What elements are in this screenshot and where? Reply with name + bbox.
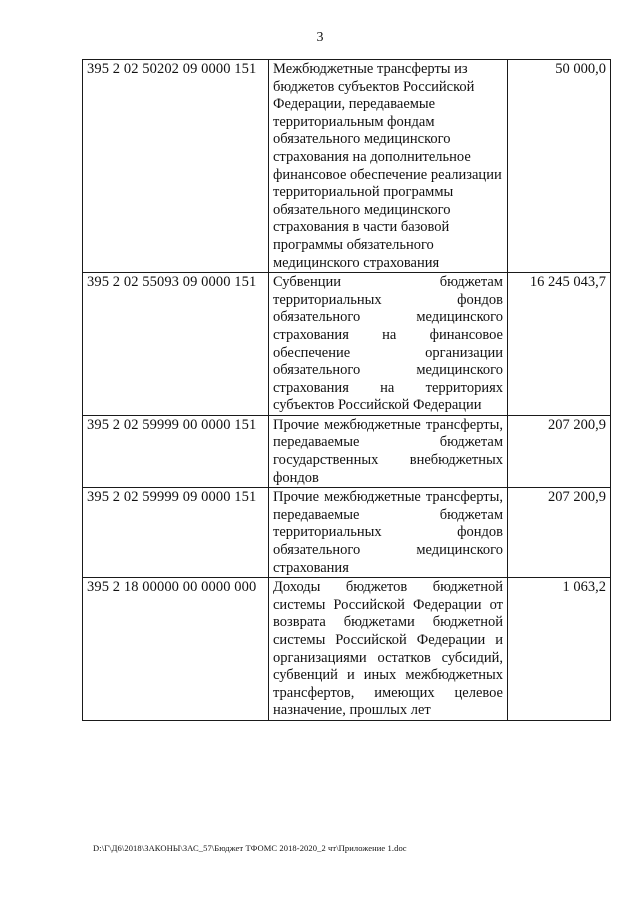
table-row — [83, 578, 611, 721]
amount-cell: 16 245 043,7 — [508, 273, 611, 416]
table-row — [83, 60, 611, 273]
page-number: 3 — [316, 30, 324, 45]
description-cell: Доходы бюджетов бюджетной системы Российской Федерации от возврата бюджетами бюджетной системы Российской Федерации и организациями остатков субсидий, субвенций и иных межбюджетных трансфертов, имеющих целевое назначение, прошлых лет — [269, 578, 508, 721]
document-file-path: D:\Г\Д6\2018\ЗАКОНЫ\ЗАС_57\Бюджет ТФОМС 2018-2020_2 чт\Приложение 1.doc — [93, 843, 407, 853]
amount-cell: 50 000,0 — [508, 60, 611, 273]
budget-code-cell: 395 2 02 59999 00 0000 151 — [83, 415, 269, 487]
budget-code-cell: 395 2 02 55093 09 0000 151 — [83, 273, 269, 416]
description-cell: Прочие межбюджетные трансферты, передаваемые бюджетам территориальных фондов обязательного медицинского страхования — [269, 488, 508, 578]
table-row — [83, 415, 611, 487]
budget-code-cell: 395 2 02 59999 09 0000 151 — [83, 488, 269, 578]
table-row — [83, 273, 611, 416]
amount-cell: 207 200,9 — [508, 415, 611, 487]
description-cell: Прочие межбюджетные трансферты, передаваемые бюджетам государственных внебюджетных фондов — [269, 415, 508, 487]
budget-code-cell: 395 2 02 50202 09 0000 151 — [83, 60, 269, 273]
table-row — [83, 488, 611, 578]
amount-cell: 1 063,2 — [508, 578, 611, 721]
description-cell: Межбюджетные трансферты из бюджетов субъектов Российской Федерации, передаваемые территориальным фондам обязательного медицинского страхования на дополнительное финансовое обеспечение реализации территориальной программы обязательного медицинского страхования в части базовой программы обязательного медицинского страхования — [269, 60, 508, 273]
budget-code-cell: 395 2 18 00000 00 0000 000 — [83, 578, 269, 721]
amount-cell: 207 200,9 — [508, 488, 611, 578]
description-cell: Субвенции бюджетам территориальных фондов обязательного медицинского страхования на финансовое обеспечение организации обязательного медицинского страхования на территориях субъектов Российской Федерации — [269, 273, 508, 416]
budget-revenue-table — [82, 59, 611, 721]
